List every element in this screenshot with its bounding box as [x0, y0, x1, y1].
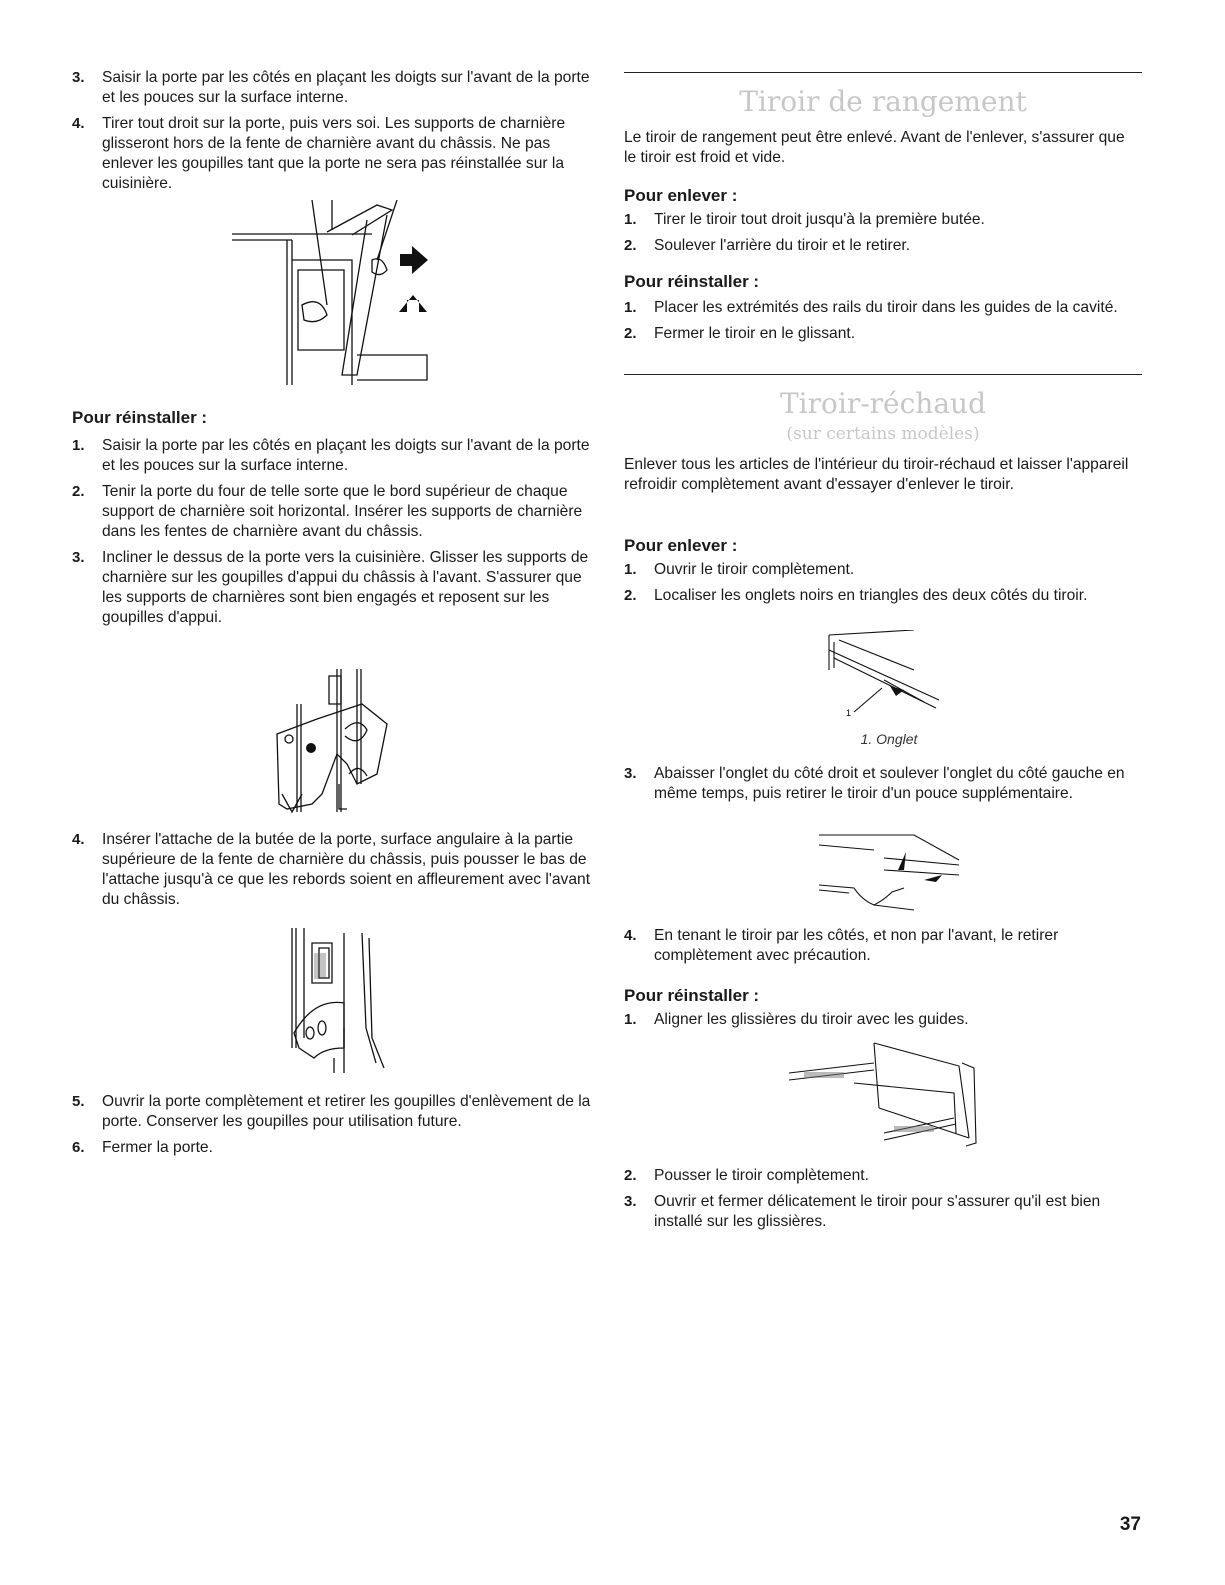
section-divider — [624, 72, 1142, 73]
step-number: 3. — [624, 765, 637, 782]
warming-step-3 — [624, 764, 1139, 810]
list-item — [624, 210, 1139, 230]
storage-reinstall-heading: Pour réinstaller : — [624, 272, 760, 291]
step-number: 1. — [624, 1011, 637, 1028]
step-number: 2. — [72, 483, 85, 500]
list-item — [624, 236, 1139, 256]
figure-caption: 1. Onglet — [860, 731, 918, 747]
drawer-release-illustration — [814, 830, 964, 915]
step-text: Saisir la porte par les côtés en plaçant les doigts sur l'avant de la porte et les pouces sur la surface interne. — [102, 437, 590, 474]
list-item — [624, 926, 1139, 966]
list-item — [624, 1166, 1139, 1186]
step-number: 3. — [72, 69, 85, 86]
step-text: Tenir la porte du four de telle sorte que le bord supérieur de chaque support de charnière soit horizontal. Insérer les supports de charnière dans les fentes de charnière avant du châssis. — [102, 483, 583, 540]
step-number: 5. — [72, 1093, 85, 1110]
door-removal-illustration — [232, 200, 442, 390]
step-number: 1. — [624, 299, 637, 316]
step-text: Tirer tout droit sur la porte, puis vers soi. Les supports de charnière glisseront hors de la fente de charnière avant du châssis. Ne pas enlever les goupilles tant que la porte ne sera pas réinstallée sur la cuisinière. — [102, 115, 566, 192]
door-stop-clip-illustration — [284, 928, 394, 1073]
step-number: 3. — [624, 1193, 637, 1210]
arrow-right-icon — [400, 246, 428, 274]
step-text: Ouvrir la porte complètement et retirer les goupilles d'enlèvement de la porte. Conserver les goupilles pour utilisation future. — [102, 1093, 591, 1130]
step-number: 4. — [72, 115, 85, 132]
step-number: 1. — [624, 561, 637, 578]
arrow-down-icon — [898, 852, 906, 870]
door-removal-steps — [72, 68, 592, 200]
step-number: 4. — [72, 831, 85, 848]
warming-drawer-subtitle: (sur certains modèles) — [786, 424, 980, 444]
step-number: 2. — [624, 237, 637, 254]
warming-remove-heading: Pour enlever : — [624, 536, 738, 555]
step-number: 4. — [624, 927, 637, 944]
step-text: Insérer l'attache de la butée de la porte, surface angulaire à la partie supérieure de la fente de charnière du châssis, puis pousser le bas de l'attache jusqu'à ce que les rebords soient en affleurement avec l'avant du châssis. — [102, 831, 591, 908]
list-item — [72, 830, 592, 910]
storage-drawer-title: Tiroir de rangement — [739, 85, 1027, 118]
list-item — [624, 764, 1139, 804]
page-number: 37 — [1119, 1514, 1141, 1535]
step-text: Abaisser l'onglet du côté droit et soulever l'onglet du côté gauche en même temps, puis retirer le tiroir d'un pouce supplémentaire. — [654, 765, 1125, 802]
step-text: Soulever l'arrière du tiroir et le retirer. — [654, 237, 911, 254]
warming-reinstall-heading: Pour réinstaller : — [624, 986, 760, 1005]
list-item — [72, 436, 592, 476]
step-number: 1. — [624, 211, 637, 228]
door-final-steps — [72, 1092, 592, 1164]
list-item — [624, 298, 1139, 318]
list-item — [72, 1092, 592, 1132]
step-number: 2. — [624, 325, 637, 342]
list-item — [72, 548, 592, 628]
list-item — [624, 1010, 1139, 1030]
section-divider — [624, 374, 1142, 375]
storage-remove-steps — [624, 210, 1139, 262]
hinge-illustration — [267, 664, 397, 814]
step-number: 2. — [624, 1167, 637, 1184]
list-item — [624, 560, 1139, 580]
warming-intro: Enlever tous les articles de l'intérieur du tiroir-réchaud et laisser l'appareil refroidir complètement avant d'essayer d'enlever le tiroir. — [624, 456, 1129, 493]
storage-remove-heading: Pour enlever : — [624, 186, 738, 205]
list-item — [624, 586, 1139, 606]
reinstall-heading: Pour réinstaller : — [72, 408, 208, 427]
step-text: En tenant le tiroir par les côtés, et non par l'avant, le retirer complètement avec précaution. — [654, 927, 1059, 964]
list-item — [624, 324, 1139, 344]
step-text: Tirer le tiroir tout droit jusqu'à la première butée. — [654, 211, 985, 228]
door-stop-step — [72, 830, 592, 916]
drawer-tab-illustration — [824, 630, 954, 725]
step-text: Incliner le dessus de la porte vers la cuisinière. Glisser les supports de charnière sur les goupilles d'appui du châssis à l'avant. S'assurer que les supports de charnières sont bien engagés et reposent sur les goupilles d'appui. — [102, 549, 589, 626]
warming-drawer-title: Tiroir-réchaud — [780, 387, 986, 420]
step-text: Ouvrir le tiroir complètement. — [654, 561, 855, 578]
list-item — [624, 1192, 1139, 1232]
step-text: Fermer le tiroir en le glissant. — [654, 325, 856, 342]
step-number: 6. — [72, 1139, 85, 1156]
step-text: Aligner les glissières du tiroir avec les guides. — [654, 1011, 969, 1028]
door-reinstall-steps — [72, 436, 592, 634]
list-item — [72, 1138, 592, 1158]
step-number: 2. — [624, 587, 637, 604]
step-number: 3. — [72, 549, 85, 566]
list-item — [72, 482, 592, 542]
step-number: 1. — [72, 437, 85, 454]
arrow-up-icon — [399, 295, 427, 312]
list-item — [72, 114, 592, 194]
step-text: Ouvrir et fermer délicatement le tiroir pour s'assurer qu'il est bien installé sur les glissières. — [654, 1193, 1101, 1230]
step-text: Fermer la porte. — [102, 1139, 213, 1156]
warming-final-steps — [624, 1166, 1139, 1238]
step-text: Placer les extrémités des rails du tiroir dans les guides de la cavité. — [654, 299, 1118, 316]
step-text: Localiser les onglets noirs en triangles des deux côtés du tiroir. — [654, 587, 1088, 604]
list-item — [72, 68, 592, 108]
callout-number: 1 — [846, 708, 852, 718]
storage-intro: Le tiroir de rangement peut être enlevé. Avant de l'enlever, s'assurer que le tiroir est froid et vide. — [624, 129, 1125, 166]
warming-step-4 — [624, 926, 1139, 972]
warming-remove-steps — [624, 560, 1139, 612]
step-text: Pousser le tiroir complètement. — [654, 1167, 869, 1184]
glide-alignment-illustration — [784, 1038, 984, 1153]
warming-reinstall-steps — [624, 1010, 1139, 1036]
storage-reinstall-steps — [624, 298, 1139, 350]
arrow-left-icon — [924, 875, 942, 882]
step-text: Saisir la porte par les côtés en plaçant les doigts sur l'avant de la porte et les pouces sur la surface interne. — [102, 69, 590, 106]
